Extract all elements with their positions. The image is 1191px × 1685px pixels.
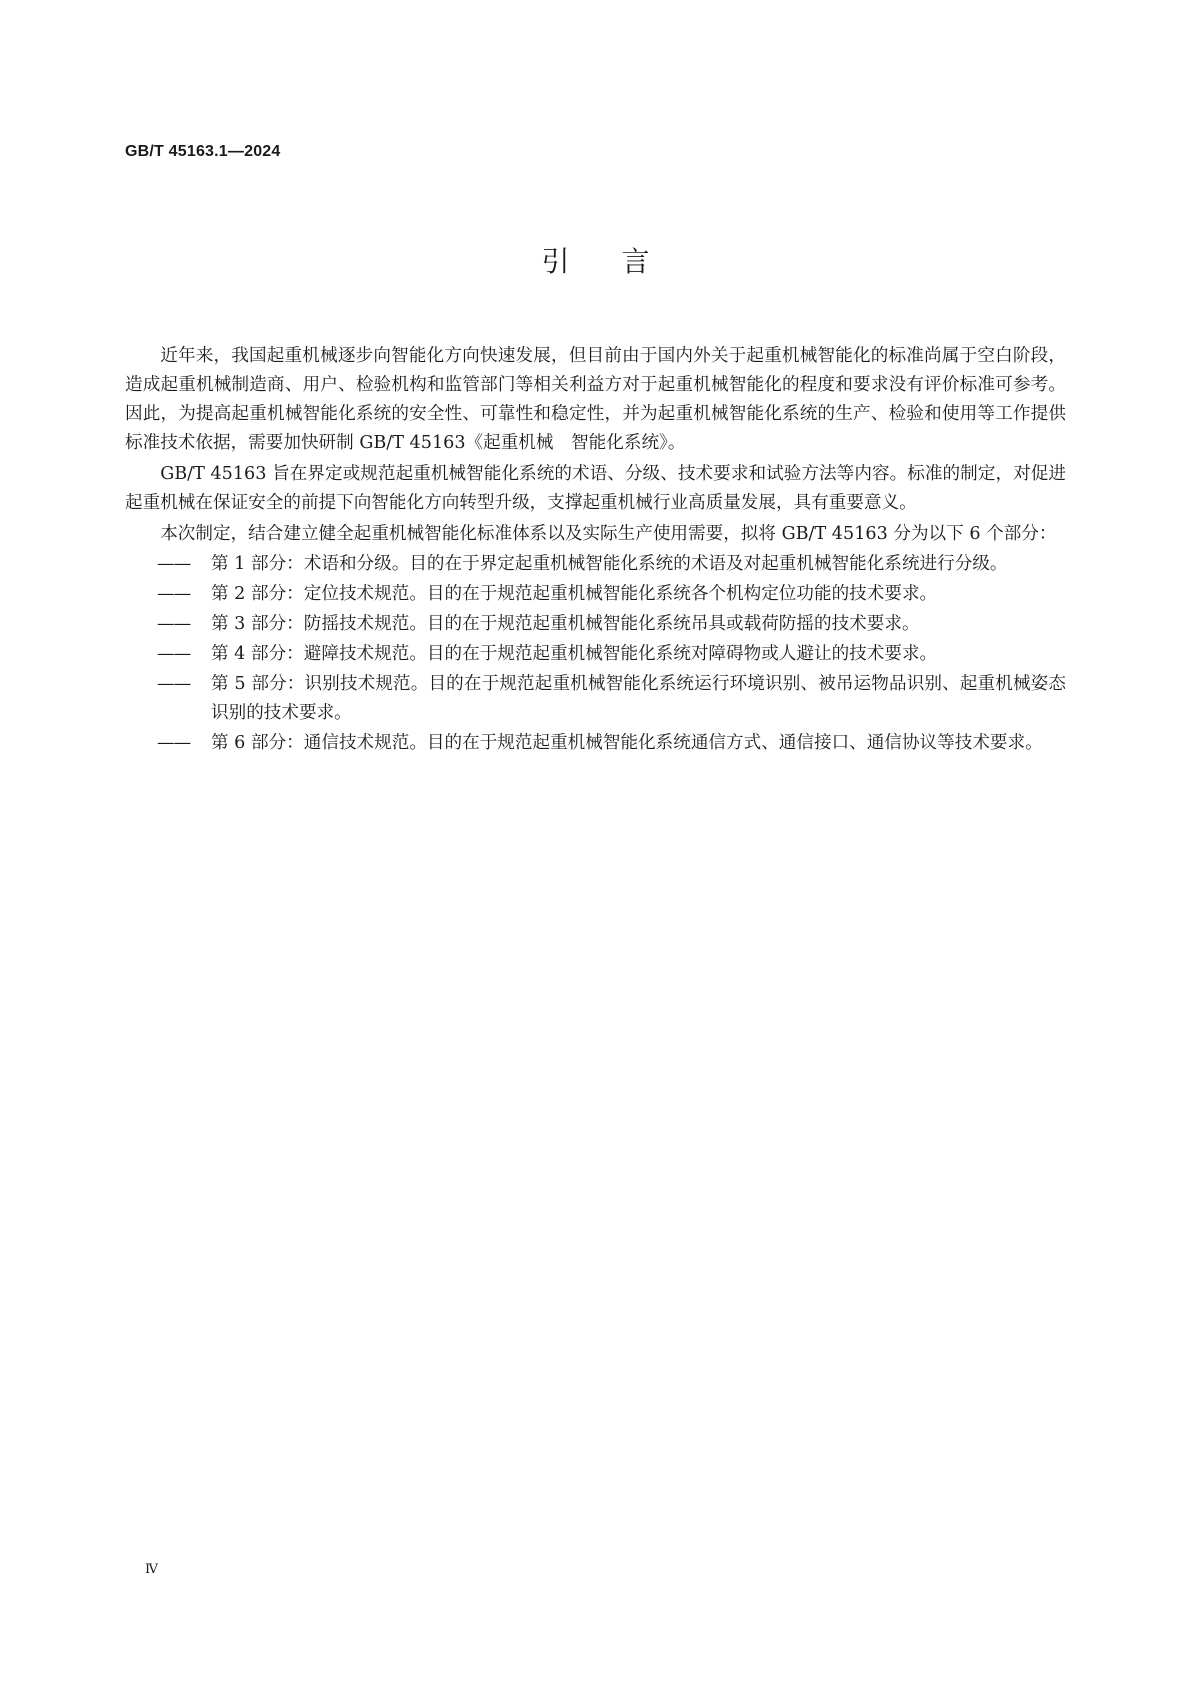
list-item-text: 第 6 部分：通信技术规范。目的在于规范起重机械智能化系统通信方式、通信接口、通信协议等技术要求。 <box>211 733 1043 753</box>
page-number: Ⅳ <box>145 1562 158 1577</box>
list-item <box>125 580 1066 609</box>
list-item <box>125 729 1066 758</box>
list-item-text: 第 4 部分：避障技术规范。目的在于规范起重机械智能化系统对障碍物或人避让的技术要求。 <box>211 644 938 664</box>
list-dash: —— <box>157 584 191 604</box>
document-id: GB/T 45163.1—2024 <box>125 143 281 160</box>
list-dash: —— <box>157 614 191 634</box>
list-item-text: 第 1 部分：术语和分级。目的在于界定起重机械智能化系统的术语及对起重机械智能化系统进行分级。 <box>211 554 1008 574</box>
list-item <box>125 670 1066 728</box>
intro-paragraph-1: 近年来，我国起重机械逐步向智能化方向快速发展，但目前由于国内外关于起重机械智能化的标准尚属于空白阶段，造成起重机械制造商、用户、检验机构和监管部门等相关利益方对于起重机械智能化的程度和要求没有评价标准可参考。因此，为提高起重机械智能化系统的安全性、可靠性和稳定性，并为起重机械智能化系统的生产、检验和使用等工作提供标准技术依据，需要加快研制 GB/T 45163《起重机械 智能化系统》。 <box>125 346 1066 453</box>
list-dash: —— <box>157 733 191 753</box>
list-item <box>125 550 1066 579</box>
list-item-text: 第 5 部分：识别技术规范。目的在于规范起重机械智能化系统运行环境识别、被吊运物品识别、起重机械姿态识别的技术要求。 <box>211 674 1066 723</box>
list-dash: —— <box>157 644 191 664</box>
list-dash: —— <box>157 554 191 574</box>
list-item-text: 第 2 部分：定位技术规范。目的在于规范起重机械智能化系统各个机构定位功能的技术要求。 <box>211 584 938 604</box>
parts-list <box>125 550 1066 758</box>
document-body <box>125 342 1066 758</box>
list-item <box>125 610 1066 639</box>
list-dash: —— <box>157 674 191 694</box>
intro-paragraph-2: GB/T 45163 旨在界定或规范起重机械智能化系统的术语、分级、技术要求和试验方法等内容。标准的制定，对促进起重机械在保证安全的前提下向智能化方向转型升级，支撑起重机械行业高质量发展，具有重要意义。 <box>125 464 1066 513</box>
list-item <box>125 640 1066 669</box>
list-item-text: 第 3 部分：防摇技术规范。目的在于规范起重机械智能化系统吊具或载荷防摇的技术要求。 <box>211 614 920 634</box>
intro-paragraph-3: 本次制定，结合建立健全起重机械智能化标准体系以及实际生产使用需要，拟将 GB/T 45163 分为以下 6 个部分： <box>160 524 1057 544</box>
page-title: 引言 <box>541 245 702 278</box>
